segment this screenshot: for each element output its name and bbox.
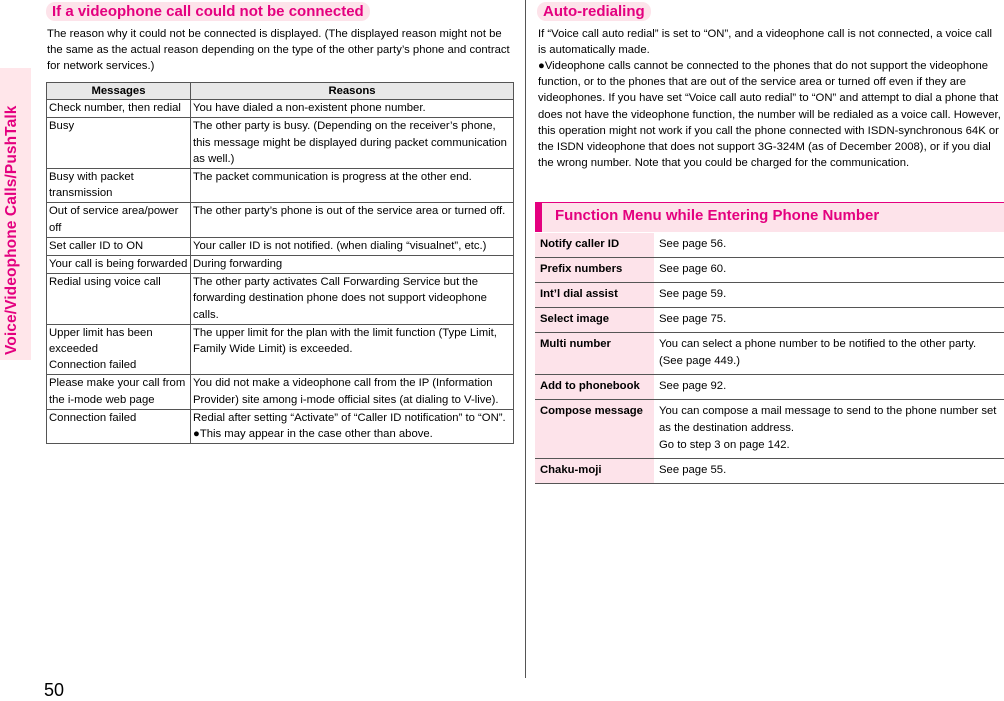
function-menu-row bbox=[535, 308, 1004, 333]
message-cell: Your call is being forwarded bbox=[47, 256, 191, 274]
function-menu-row bbox=[535, 283, 1004, 308]
column-header-reasons: Reasons bbox=[191, 83, 514, 100]
table-row bbox=[47, 409, 514, 443]
function-menu-body bbox=[535, 233, 1004, 484]
function-desc-cell: You can compose a mail message to send to the phone number set as the destination address. Go to step 3 on page 142. bbox=[654, 400, 1004, 459]
function-menu-table bbox=[535, 233, 1004, 484]
reason-cell: The other party’s phone is out of the service area or turned off. bbox=[191, 203, 514, 237]
message-cell: Redial using voice call bbox=[47, 274, 191, 325]
function-menu-row bbox=[535, 233, 1004, 258]
auto-redial-note: ●Videophone calls cannot be connected to the phones that do not support the videophone function, or to the phones that are out of the service area or turned off even if they are videophones. If you have set “Voice call auto redial” to “ON” and attempt to dial a phone that does not have the videophone function, the number will be redialed as a voice call. However, this operation might not work if you call the phone connected with ISDN-synchronous 64K or the ISDN videophone that does not support 3G-324M (as of December 2008), or if you dial the wrong number. Note that you could be charged for the communication. bbox=[538, 60, 1001, 170]
function-name-cell: Int’l dial assist bbox=[535, 283, 654, 308]
function-menu-row bbox=[535, 258, 1004, 283]
message-cell: Upper limit has been exceeded Connection failed bbox=[47, 324, 191, 375]
table-row bbox=[47, 274, 514, 325]
message-cell: Busy with packet transmission bbox=[47, 169, 191, 203]
section-heading-auto-redialing: Auto-redialing bbox=[537, 2, 651, 21]
function-menu-title: Function Menu while Entering Phone Number bbox=[555, 207, 880, 224]
table-row bbox=[47, 100, 514, 118]
function-desc-cell: See page 75. bbox=[654, 308, 1004, 333]
message-cell: Out of service area/power off bbox=[47, 203, 191, 237]
message-cell: Busy bbox=[47, 118, 191, 169]
function-name-cell: Select image bbox=[535, 308, 654, 333]
reason-cell: The other party activates Call Forwarding Service but the forwarding destination phone does not support videophone calls. bbox=[191, 274, 514, 325]
message-cell: Please make your call from the i-mode web page bbox=[47, 375, 191, 409]
function-desc-cell: See page 92. bbox=[654, 375, 1004, 400]
message-cell: Check number, then redial bbox=[47, 100, 191, 118]
reason-cell: You did not make a videophone call from the IP (Information Provider) site among i-mode official sites (at dialing to V-live). bbox=[191, 375, 514, 409]
reason-cell: Your caller ID is not notified. (when dialing “visualnet”, etc.) bbox=[191, 237, 514, 255]
function-desc-cell: See page 59. bbox=[654, 283, 1004, 308]
function-menu-row bbox=[535, 459, 1004, 484]
function-name-cell: Prefix numbers bbox=[535, 258, 654, 283]
message-cell: Set caller ID to ON bbox=[47, 237, 191, 255]
table-row bbox=[47, 169, 514, 203]
function-menu-heading bbox=[535, 202, 1004, 232]
reason-cell: The other party is busy. (Depending on the receiver’s phone, this message might be displayed during packet communication as well.) bbox=[191, 118, 514, 169]
table-row bbox=[47, 203, 514, 237]
function-menu-row bbox=[535, 375, 1004, 400]
table-row bbox=[47, 237, 514, 255]
function-name-cell: Chaku-moji bbox=[535, 459, 654, 484]
reason-cell: Redial after setting “Activate” of “Caller ID notification” to “ON”. ●This may appear in the case other than above. bbox=[191, 409, 514, 443]
function-name-cell: Compose message bbox=[535, 400, 654, 459]
table-row bbox=[47, 375, 514, 409]
function-desc-cell: See page 56. bbox=[654, 233, 1004, 258]
column-divider bbox=[525, 0, 526, 678]
auto-redial-paragraph: If “Voice call auto redial” is set to “ON”, and a videophone call is not connected, a voice call is automatically made. bbox=[538, 28, 992, 57]
table-header-row bbox=[47, 83, 514, 100]
messages-table bbox=[46, 82, 514, 444]
messages-table-body bbox=[47, 100, 514, 444]
function-menu-row bbox=[535, 400, 1004, 459]
reason-cell: The upper limit for the plan with the limit function (Type Limit, Family Wide Limit) is exceeded. bbox=[191, 324, 514, 375]
column-header-messages: Messages bbox=[47, 83, 191, 100]
heading-accent-bar bbox=[535, 203, 542, 232]
function-menu-row bbox=[535, 333, 1004, 375]
chapter-label: Voice/Videophone Calls/PushTalk bbox=[3, 105, 20, 355]
function-name-cell: Multi number bbox=[535, 333, 654, 375]
function-name-cell: Notify caller ID bbox=[535, 233, 654, 258]
function-desc-cell: See page 60. bbox=[654, 258, 1004, 283]
function-desc-cell: See page 55. bbox=[654, 459, 1004, 484]
message-cell: Connection failed bbox=[47, 409, 191, 443]
reason-cell: You have dialed a non-existent phone number. bbox=[191, 100, 514, 118]
function-desc-cell: You can select a phone number to be notified to the other party. (See page 449.) bbox=[654, 333, 1004, 375]
section-heading-connection-failed: If a videophone call could not be connected bbox=[46, 2, 370, 21]
intro-paragraph: The reason why it could not be connected is displayed. (The displayed reason might not be the same as the actual reason depending on the type of the other party’s phone and contract for network services.) bbox=[47, 28, 510, 73]
table-row bbox=[47, 118, 514, 169]
table-row bbox=[47, 324, 514, 375]
function-name-cell: Add to phonebook bbox=[535, 375, 654, 400]
reason-cell: During forwarding bbox=[191, 256, 514, 274]
table-row bbox=[47, 256, 514, 274]
page-number: 50 bbox=[44, 680, 65, 700]
reason-cell: The packet communication is progress at the other end. bbox=[191, 169, 514, 203]
